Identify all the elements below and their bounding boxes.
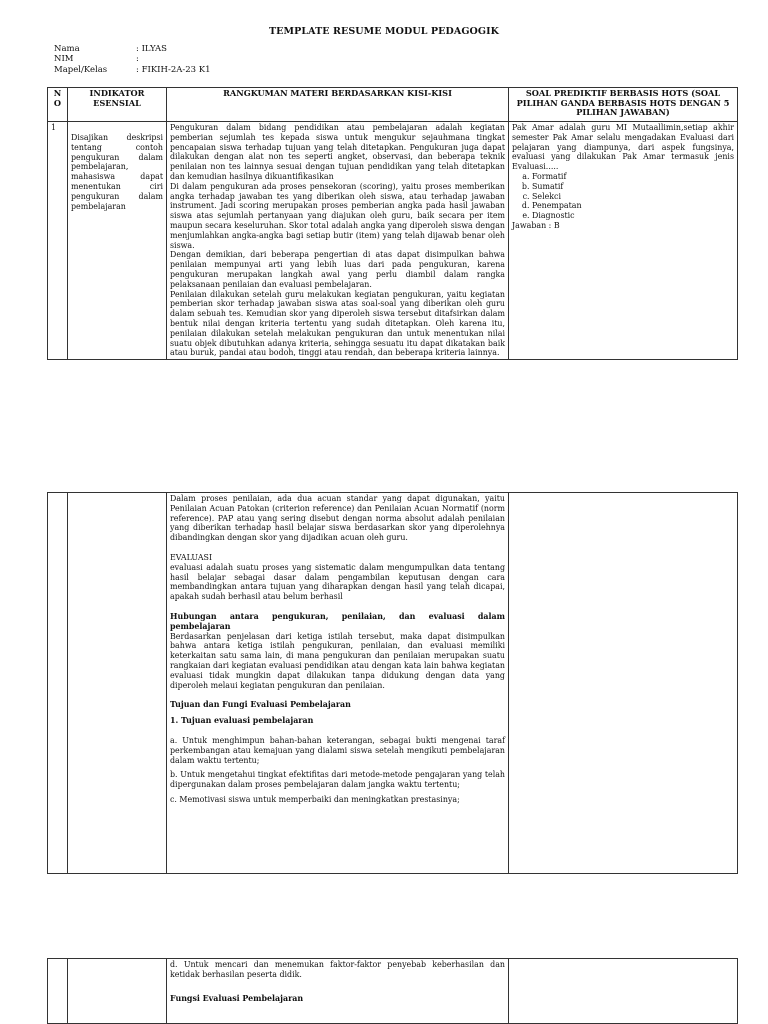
header-indikator: INDIKATOR ESENSIAL (68, 88, 167, 122)
rangkuman-paragraph: Dengan demikian, dari beberapa pengertian di atas dapat disimpulkan bahwa penilaian mempunyai arti yang lebih luas dari pada pengukuran, karena pengukuran merupakan langkah awal yang perlu diambil dalam rangka pelaksanaan penilaian dan evaluasi pembelajaran. (170, 250, 505, 289)
meta-row-mapel (54, 65, 211, 75)
resume-table (47, 87, 738, 360)
table-row (48, 493, 738, 874)
table-row (48, 959, 738, 1024)
section-subheading: 1. Tujuan evaluasi pembelajaran (170, 716, 314, 726)
rangkuman-paragraph: Penilaian dilakukan setelah guru melakukan kegiatan pengukuran, yaitu kegiatan pemberian skor terhadap jawaban siswa atas soal-soal yang diberikan oleh guru dalam sebuah tes. Kemudian skor yang diperoleh siswa tersebut ditafsirkan dalam bentuk nilai dengan kriteria tertentu yang sudah ditetapkan. Oleh karena itu, penilaian dilakukan setelah melakukan pengukuran dan untuk menentukan nilai suatu objek dibutuhkan adanya kriteria, sehingga sesuatu itu dapat dikatakan baik atau buruk, pandai atau bodoh, tinggi atau rendah, dan beberapa kriteria lainnya. (170, 289, 505, 358)
meta-value: : ILYAS (136, 44, 167, 54)
meta-row-nim (54, 54, 211, 64)
table-row (48, 122, 738, 360)
header-soal: SOAL PREDIKTIF BERBASIS HOTS (SOAL PILIHAN GANDA BERBASIS HOTS DENGAN 5 PILIHAN JAWABAN) (509, 88, 738, 122)
question-stem: Pak Amar adalah guru MI Mutaallimin,setiap akhir semester Pak Amar selalu mengadakan Evaluasi dari pelajaran yang diampunya, dari aspek fungsinya, evaluasi yang dilakukan Pak Amar termasuk jenis Evaluasi..... (512, 123, 734, 172)
answer-option: a. Formatif (532, 172, 734, 182)
rangkuman-cell (167, 959, 509, 1024)
header-no: N O (48, 88, 68, 122)
answer-option: e. Diagnostic (532, 211, 734, 221)
meta-value: : (136, 54, 139, 65)
meta-label: NIM (54, 54, 74, 65)
section-heading: Hubungan antara pengukuran, penilaian, dan evaluasi dalam pembelajaran (170, 611, 505, 631)
rangkuman-cell (167, 493, 509, 874)
indikator-cell (68, 959, 167, 1024)
table-header-row (48, 88, 738, 122)
meta-label: Mapel/Kelas (54, 64, 108, 75)
row-number (48, 493, 68, 874)
list-item: c. Memotivasi siswa untuk memperbaiki dan meningkatkan prestasinya; (170, 794, 460, 804)
rangkuman-paragraph: Berdasarkan penjelasan dari ketiga istilah tersebut, maka dapat disimpulkan bahwa antara ketiga istilah pengukuran, penilaian, dan evaluasi memiliki keterkaitan satu sama lain, di mana pengukuran dan penilaian merupakan suatu rangkaian dari kegiatan evaluasi pendidikan atau dengan kata lain bahwa kegiatan evaluasi tidak mungkin dapat dilakukan tanpa didukung dengan data yang diperoleh melaui kegiatan pengukuran dan penilaian. (170, 631, 505, 690)
rangkuman-paragraph: Dalam proses penilaian, ada dua acuan standar yang dapat digunakan, yaitu Penilaian Acuan Patokan (criterion reference) dan Penilaian Acuan Normatif (norm reference). PAP atau yang sering disebut dengan norma absolut adalah penilaian yang diberikan terhadap hasil belajar siswa berdasarkan skor yang diperolehnya dibandingkan dengan skor yang dijadikan acuan oleh guru. (170, 494, 505, 543)
row-number (48, 959, 68, 1024)
rangkuman-paragraph: Pengukuran dalam bidang pendidikan atau pembelajaran adalah kegiatan pemberian sejumlah tes kepada siswa untuk mengukur sejauhmana tingkat pencapaian siswa terhadap tujuan yang telah ditetapkan. Pengukuran juga dapat dilakukan dengan alat non tes seperti angket, observasi, dan beberapa teknik penilaian non tes lainnya sesuai dengan tujuan pendidikan yang telah ditetapkan dan kemudian hasilnya dikuantifikasikan (170, 123, 505, 181)
answer-option: b. Sumatif (532, 182, 734, 192)
rangkuman-cell (167, 122, 509, 360)
list-item: b. Untuk mengetahui tingkat efektifitas dari metode-metode pengajaran yang telah dipergunakan dalam proses pembelajaran dalam jangka waktu tertentu; (170, 770, 505, 790)
row-number: 1 (48, 122, 68, 360)
section-heading: Tujuan dan Fungi Evaluasi Pembelajaran (170, 700, 351, 710)
section-heading: Fungsi Evaluasi Pembelajaran (170, 993, 304, 1003)
meta-row-nama (54, 44, 211, 54)
header-rangkuman: RANGKUMAN MATERI BERDASARKAN KISI-KISI (167, 88, 509, 122)
student-info (54, 44, 211, 75)
list-item: d. Untuk mencari dan menemukan faktor-faktor penyebab keberhasilan dan ketidak berhasilan peserta didik. (170, 960, 505, 979)
indikator-cell (68, 493, 167, 874)
section-heading: EVALUASI (170, 552, 213, 562)
resume-table-continued (47, 492, 738, 874)
list-item: a. Untuk menghimpun bahan-bahan keterangan, sebagai bukti mengenai taraf perkembangan atau kemajuan yang dialami siswa setelah mengikuti pembelajaran dalam waktu tertentu; (170, 735, 505, 765)
soal-cell (509, 122, 738, 360)
meta-label: Nama (54, 44, 80, 54)
meta-value: : FIKIH-2A-23 K1 (136, 64, 211, 75)
soal-cell (509, 959, 738, 1024)
rangkuman-paragraph: evaluasi adalah suatu proses yang sistematic dalam mengumpulkan data tentang hasil belajar sebagai dasar dalam pengambilan keputusan dengan cara membandingkan antara tujuan yang diharapkan dengan hasil yang telah dicapai, apakah sudah berhasil atau belum berhasil (170, 562, 505, 602)
answer-option: c. Selekci (532, 192, 734, 202)
rangkuman-paragraph: Di dalam pengukuran ada proses pensekoran (scoring), yaitu proses memberikan angka terhadap jawaban tes yang diberikan oleh siswa, atau terhadap jawaban instrument. Jadi scoring merupakan proses pemberian angka pada hasil jawaban siswa atas sejumlah pertanyaan yang diajukan oleh guru, baik secara per item maupun secara keseluruhan. Skor total adalah angka yang diperoleh siswa dengan menjumlahkan angka-angka bagi setiap butir (item) yang telah dijawab benar oleh siswa. (170, 181, 505, 250)
answer-options (512, 172, 734, 221)
indikator-cell: Disajikan deskripsi tentang contoh pengukuran dalam pembelajaran, mahasiswa dapat menentukan ciri pengukuran dalam pembelajaran (68, 122, 167, 360)
soal-cell (509, 493, 738, 874)
page-title: TEMPLATE RESUME MODUL PEDAGOGIK (268, 26, 500, 37)
answer-key: Jawaban : B (512, 220, 560, 230)
resume-table-continued (47, 958, 738, 1024)
answer-option: d. Penempatan (532, 201, 734, 211)
